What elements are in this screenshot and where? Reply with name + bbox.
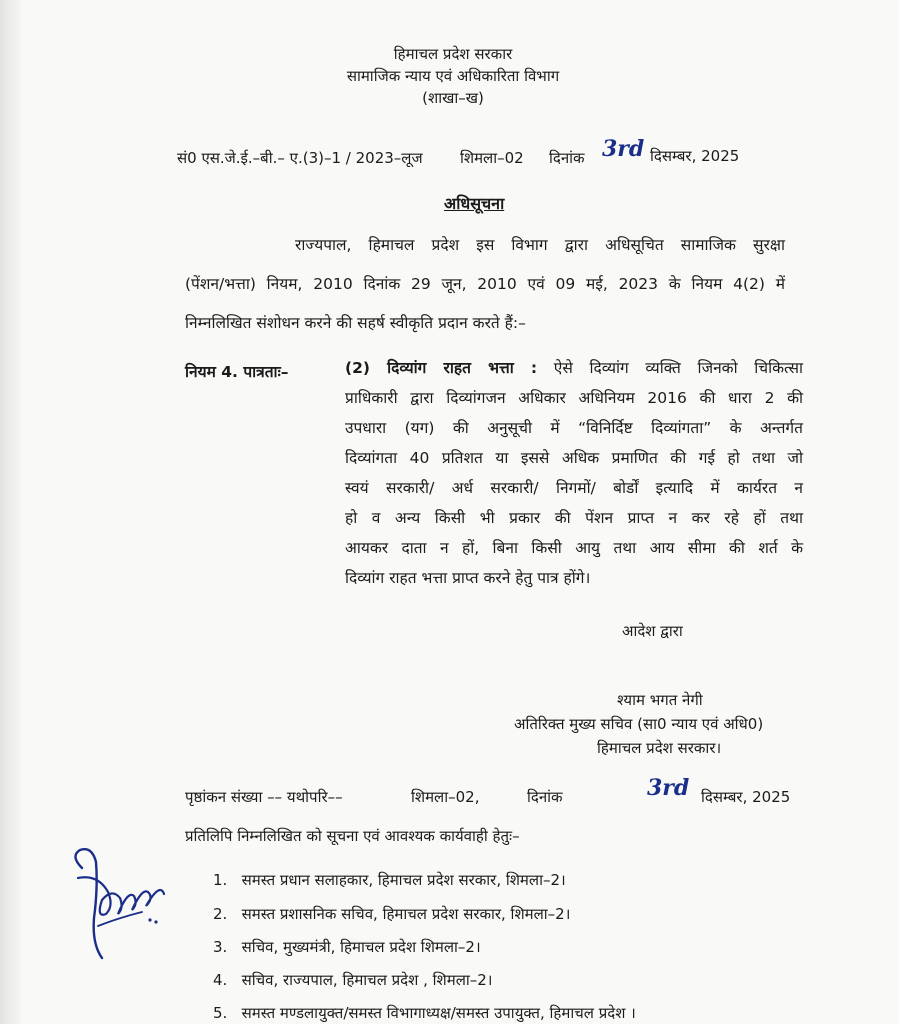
reference-place: शिमला–02 xyxy=(460,149,524,167)
notification-title: अधिसूचना xyxy=(444,194,505,213)
reference-date-label: दिनांक xyxy=(549,149,585,167)
list-item xyxy=(213,1003,636,1023)
intro-paragraph xyxy=(185,226,785,343)
intro-line: (पेंशन/भत्ता) नियम, 2010 दिनांक 29 जून, 2010 एवं 09 मई, 2023 के नियम 4(2) में xyxy=(185,275,785,293)
list-number: 1. xyxy=(213,871,228,889)
list-number: 2. xyxy=(213,905,228,923)
order-by: आदेश द्वारा xyxy=(622,622,683,640)
list-text: सचिव, मुख्यमंत्री, हिमाचल प्रदेश शिमला–2। xyxy=(241,938,481,956)
branch-title: (शाखा–ख) xyxy=(422,89,484,107)
rule-line: ऐसे दिव्यांग व्यक्ति जिनको चिकित्सा xyxy=(553,359,803,377)
list-number: 5. xyxy=(213,1004,228,1022)
signatory-designation: अतिरिक्त मुख्य सचिव (सा0 न्याय एवं अधि0) xyxy=(514,715,764,733)
list-item xyxy=(213,904,570,924)
list-item xyxy=(213,970,492,990)
handwritten-date: 3rd xyxy=(602,136,645,162)
rule-label: नियम 4. पात्रताः– xyxy=(185,363,289,381)
intro-line: राज्यपाल, हिमाचल प्रदेश इस विभाग द्वारा अधिसूचित सामाजिक सुरक्षा xyxy=(295,236,785,254)
govt-title: हिमाचल प्रदेश सरकार xyxy=(393,45,513,63)
list-text: सचिव, राज्यपाल, हिमाचल प्रदेश , शिमला–2। xyxy=(241,971,493,989)
rule-body xyxy=(345,353,803,593)
rule-line: दिव्यांगता 40 प्रतिशत या इससे अधिक प्रमाणित की गई हो तथा जो xyxy=(345,449,803,467)
list-item xyxy=(213,937,481,957)
rule-line: आयकर दाता न हों, बिना किसी आयु तथा आय सीमा की शर्त के xyxy=(345,539,803,557)
reference-number: सं0 एस.जे.ई.–बी.– ए.(3)–1 / 2023–लूज xyxy=(177,149,423,167)
handwritten-initials-signature xyxy=(68,848,168,963)
rule-heading: (2) दिव्यांग राहत भत्ता : xyxy=(345,359,538,377)
endorsement-month-year: दिसम्बर, 2025 xyxy=(701,788,791,806)
rule-line: स्वयं सरकारी/ अर्ध सरकारी/ निगमों/ बोर्डों इत्यादि में कार्यरत न xyxy=(345,479,803,497)
page-margin-shadow xyxy=(0,0,24,1024)
reference-month-year: दिसम्बर, 2025 xyxy=(650,147,740,165)
copy-to-heading: प्रतिलिपि निम्नलिखित को सूचना एवं आवश्यक कार्यवाही हेतुः– xyxy=(185,827,520,845)
list-number: 4. xyxy=(213,971,228,989)
rule-line: उपधारा (यग) की अनुसूची में “विनिर्दिष्ट दिव्यांगता” के अन्तर्गत xyxy=(345,419,803,437)
rule-line: प्राधिकारी द्वारा दिव्यांगजन अधिकार अधिनियम 2016 की धारा 2 की xyxy=(345,389,803,407)
list-item xyxy=(213,870,566,890)
signatory-office: हिमाचल प्रदेश सरकार। xyxy=(597,739,722,757)
list-text: समस्त प्रशासनिक सचिव, हिमाचल प्रदेश सरकार, शिमला–2। xyxy=(241,905,571,923)
endorsement-date-label: दिनांक xyxy=(527,788,563,806)
rule-line: दिव्यांग राहत भत्ता प्राप्त करने हेतु पात्र होंगे। xyxy=(345,569,591,587)
rule-line: हो व अन्य किसी भी प्रकार की पेंशन प्राप्त न कर रहे हों तथा xyxy=(345,509,803,527)
handwritten-date: 3rd xyxy=(647,775,690,801)
department-title: सामाजिक न्याय एवं अधिकारिता विभाग xyxy=(346,67,560,85)
list-text: समस्त प्रधान सलाहकार, हिमाचल प्रदेश सरकार, शिमला–2। xyxy=(241,871,566,889)
signatory-name: श्याम भगत नेगी xyxy=(617,691,703,709)
endorsement-place: शिमला–02, xyxy=(411,788,480,806)
list-text: समस्त मण्डलायुक्त/समस्त विभागाध्यक्ष/समस्त उपायुक्त, हिमाचल प्रदेश । xyxy=(241,1004,636,1022)
endorsement-label: पृष्ठांकन संख्या –– यथोपरि–– xyxy=(185,788,343,806)
list-number: 3. xyxy=(213,938,228,956)
intro-line: निम्नलिखित संशोधन करने की सहर्ष स्वीकृति प्रदान करते हैं:– xyxy=(185,314,526,332)
